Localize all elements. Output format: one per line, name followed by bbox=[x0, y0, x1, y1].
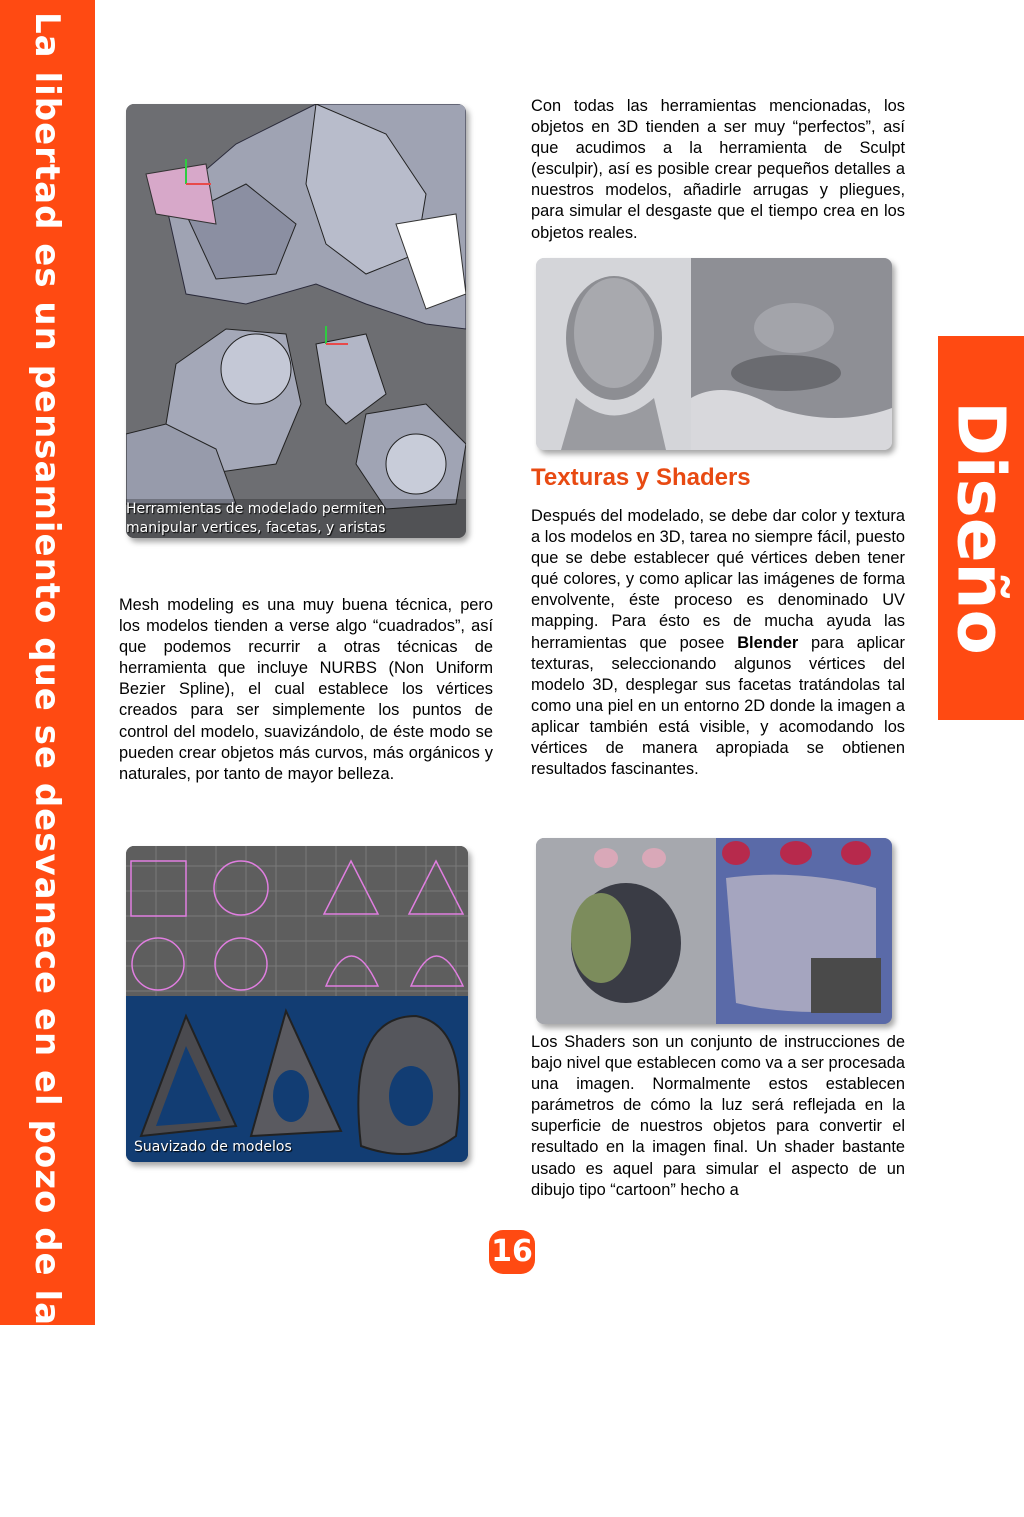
texturas-text-2: para aplicar texturas, seleccionando algunos vértices del modelo 3D, desplegar sus facetas tratándolas tal como una piel en un entorno 2D donde la imagen a aplicar también está visible, y acomodando los vértices de manera apropiada se obtienen resultados fascinantes. bbox=[531, 633, 905, 779]
figure-mesh-modeling bbox=[126, 104, 466, 538]
sculpt-image bbox=[536, 258, 892, 450]
right-paragraph-shaders: Los Shaders son un conjunto de instrucciones de bajo nivel que establecen como va a ser procesada una imagen. Normalmente estos establecen parámetros de cómo la luz será reflejada en la superficie de nuestros objetos para convertir el resultado en la imagen final. Un shader bastante usado es aquel para simular el aspecto de un dibujo tipo “cartoon” hecho a bbox=[531, 1033, 905, 1199]
smoothing-image bbox=[126, 846, 468, 1162]
section-label: Diseño bbox=[942, 401, 1020, 655]
figure-uv-mapping bbox=[536, 838, 892, 1024]
right-paragraph-texturas bbox=[531, 506, 905, 780]
section-tab bbox=[938, 336, 1024, 720]
heading-texturas-shaders: Texturas y Shaders bbox=[531, 464, 751, 491]
mesh-modeling-image bbox=[126, 104, 466, 538]
figure-smoothing bbox=[126, 846, 468, 1162]
texturas-bold-blender: Blender bbox=[737, 633, 799, 652]
sidebar-tagline: La libertad es un pensamiento que se desvanece en el pozo de la sociedad bbox=[27, 12, 67, 1517]
page-number: 16 bbox=[489, 1230, 535, 1274]
figure-smoothing-caption: Suavizado de modelos bbox=[134, 1139, 292, 1155]
left-paragraph-nurbs: Mesh modeling es una muy buena técnica, pero los modelos tienden a verse algo “cuadrados”, así que podemos recurrir a otras técnicas de herramienta que incluye NURBS (Non Uniform Bezier Spline), el cual establece los vértices creados para ser simplemente los puntos de control del modelo, suavizándolo, de éste modo se pueden crear objetos más curvos, más orgánicos y naturales, por tanto de mayor belleza. bbox=[119, 596, 493, 783]
caption-line-2: manipular vertices, facetas, y aristas bbox=[126, 520, 386, 536]
figure-sculpt bbox=[536, 258, 892, 450]
right-paragraph-sculpt: Con todas las herramientas mencionadas, los objetos en 3D tienden a ser muy “perfectos”, así que acudimos a la herramienta de Sculpt (esculpir), así es posible crear pequeños detalles a nuestros modelos, añadirle arrugas y pliegues, para simular el desgaste que el tiempo crea en los objetos reales. bbox=[531, 97, 905, 242]
uv-mapping-image bbox=[536, 838, 892, 1024]
texturas-text-1: Después del modelado, se debe dar color y textura a los modelos en 3D, tarea no siempre fácil, puesto que se debe establecer qué vértices deben tener qué colores, y como aplicar las imágenes de forma envolvente, éste proceso es denominado UV mapping. Para ésto es de mucha ayuda las herramientas que posee bbox=[531, 507, 905, 652]
side-band bbox=[0, 0, 95, 1517]
caption-line-1: Herramientas de modelado permiten bbox=[126, 501, 386, 517]
figure-mesh-caption bbox=[126, 500, 386, 538]
